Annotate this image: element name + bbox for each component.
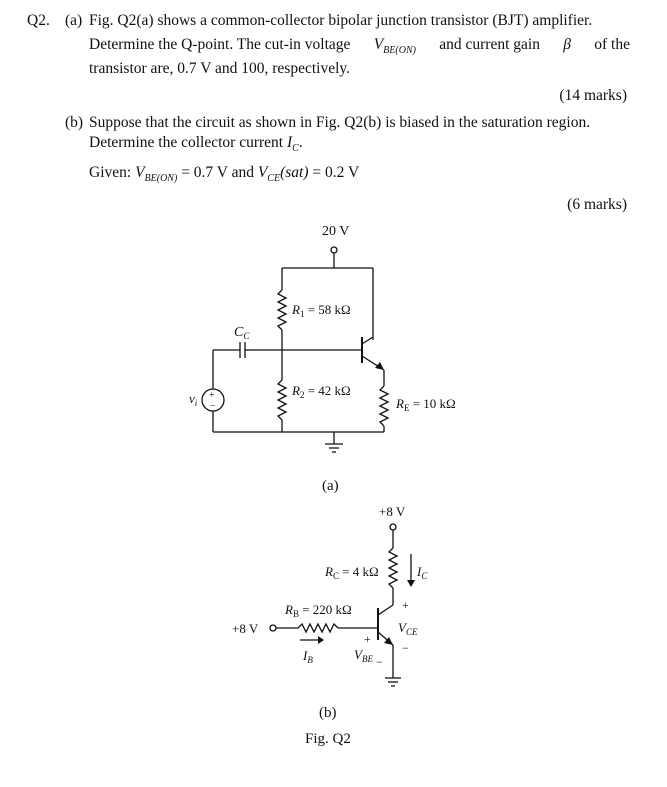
vbe-on-symbol: $V_{BE(ON)}$ xyxy=(373,36,416,57)
supply-label-b: +8 V xyxy=(379,504,406,519)
vi-plus: + xyxy=(209,390,215,401)
rb-resistor xyxy=(298,624,338,632)
ic-symbol: I xyxy=(286,134,293,151)
supply-label-a: 20 V xyxy=(322,224,350,239)
ic-sub: C xyxy=(292,143,299,155)
ic-label: $I_C$ xyxy=(417,564,428,581)
given-mid: = 0.7 V and xyxy=(177,164,258,181)
given-vbe-sub: BE(ON) xyxy=(144,173,178,185)
vbe-label: $V_{BE}$ xyxy=(354,647,373,664)
part-b-line1: Suppose that the circuit as shown in Fig. Q2(b) is biased in the saturation region. xyxy=(89,114,591,131)
part-a-marks: (14 marks) xyxy=(559,87,627,104)
re-label: $R_E = 10$ kΩ xyxy=(396,396,456,413)
r1-resistor xyxy=(278,290,286,330)
vi-minus: − xyxy=(210,401,216,412)
part-a-line2-end: and current gain xyxy=(439,36,540,53)
ic-arrow xyxy=(407,580,415,587)
cc-label: $C_C$ xyxy=(234,325,250,341)
beta-symbol: β xyxy=(563,36,571,53)
vi-label: $v_i$ xyxy=(189,391,198,408)
caption-a: (a) xyxy=(322,478,339,494)
figure-caption: Fig. Q2 xyxy=(305,731,351,747)
part-a-line2-start: Determine the Q-point. The cut-in voltage xyxy=(89,36,351,53)
rb-label: $R_B = 220$ kΩ xyxy=(285,602,352,619)
re-resistor xyxy=(380,386,388,426)
part-b-label: (b) xyxy=(65,114,84,131)
part-a-line3: transistor are, 0.7 V and 100, respectively. xyxy=(89,60,350,77)
caption-b: (b) xyxy=(319,705,337,721)
input-terminal-b xyxy=(270,625,276,631)
part-a-line1: Fig. Q2(a) shows a common-collector bipolar junction transistor (BJT) amplifier. xyxy=(89,12,593,29)
rc-resistor xyxy=(389,548,397,588)
part-b-marks: (6 marks) xyxy=(567,196,627,213)
r2-resistor xyxy=(278,380,286,420)
rc-label: $R_C = 4$ kΩ xyxy=(325,564,379,581)
given-label: Given: xyxy=(89,164,136,181)
vbe-minus: − xyxy=(376,655,383,669)
given-vce-sub: CE xyxy=(267,173,281,185)
supply-terminal-b xyxy=(390,524,396,530)
vce-label: $V_{CE}$ xyxy=(398,620,418,637)
ib-label: $I_B$ xyxy=(303,648,313,665)
supply-terminal-a xyxy=(331,247,337,253)
emitter-arrow-a xyxy=(375,362,384,370)
r1-label: $R_1 = 58$ kΩ xyxy=(292,302,351,319)
given-sat: (sat) xyxy=(280,164,309,181)
part-a-line2-tail: of the xyxy=(594,36,630,53)
vce-minus: − xyxy=(402,641,409,655)
given-vbe: V xyxy=(135,164,145,181)
r2-label: $R_2 = 42$ kΩ xyxy=(292,383,351,400)
part-a-label: (a) xyxy=(65,12,83,29)
given-vce: V xyxy=(257,164,268,181)
given-end: = 0.2 V xyxy=(308,164,360,181)
vbe-plus: + xyxy=(364,632,371,646)
part-b-line2-text: Determine the collector current xyxy=(89,134,287,151)
vce-plus: + xyxy=(402,598,409,612)
input-label-b: +8 V xyxy=(232,621,259,636)
question-number: Q2. xyxy=(27,12,50,29)
part-b-line2-end: . xyxy=(298,134,303,151)
ib-arrow xyxy=(318,636,324,644)
